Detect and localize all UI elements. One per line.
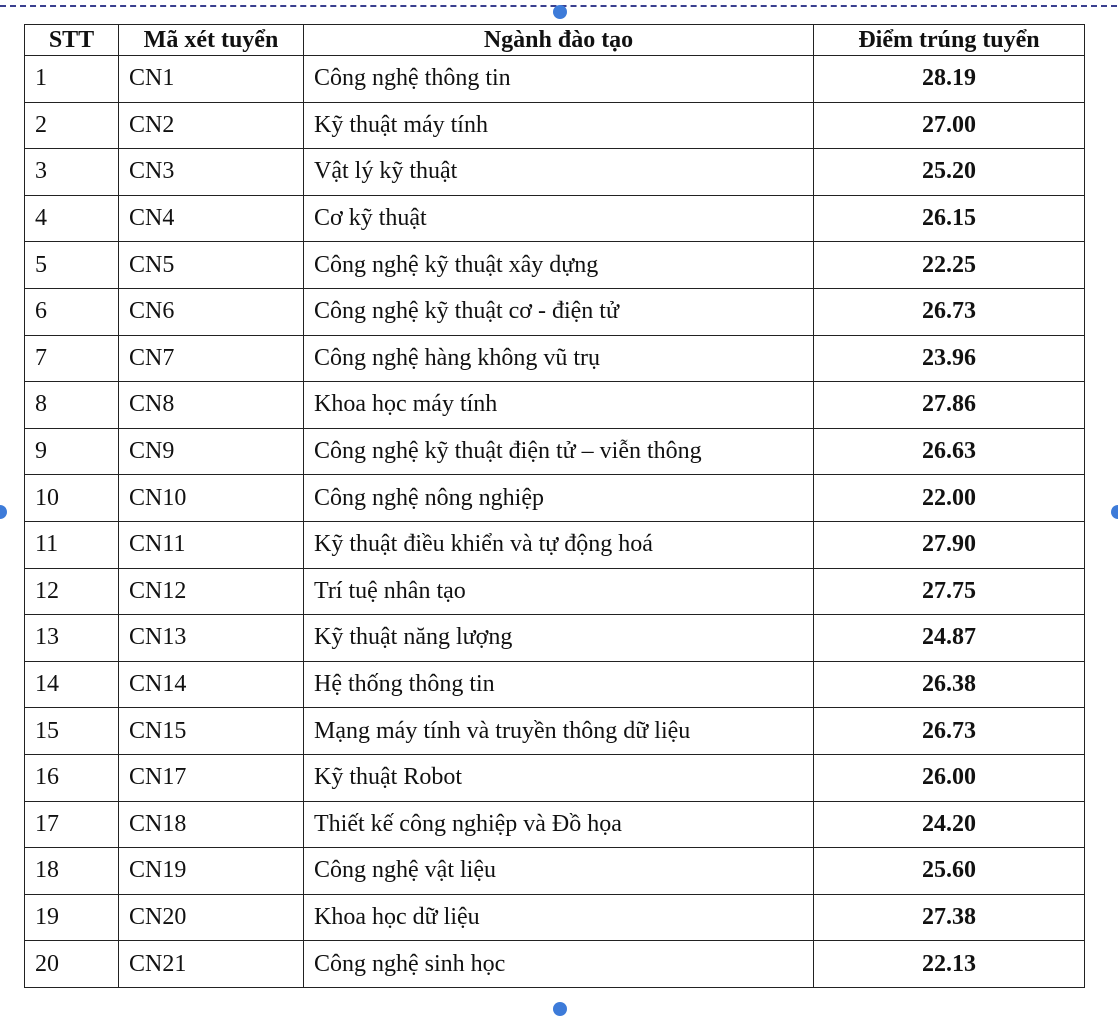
cell-stt: 12	[25, 568, 119, 615]
cell-code: CN9	[119, 428, 304, 475]
table-row	[25, 242, 1085, 289]
cell-score: 26.73	[814, 708, 1085, 755]
cell-score: 27.75	[814, 568, 1085, 615]
cell-score: 26.63	[814, 428, 1085, 475]
cell-score: 27.38	[814, 894, 1085, 941]
table-row	[25, 848, 1085, 895]
cell-code: CN12	[119, 568, 304, 615]
cell-stt: 3	[25, 149, 119, 196]
cell-code: CN6	[119, 288, 304, 335]
table-row	[25, 894, 1085, 941]
cell-score: 26.38	[814, 661, 1085, 708]
cell-stt: 20	[25, 941, 119, 988]
cell-code: CN7	[119, 335, 304, 382]
cell-stt: 5	[25, 242, 119, 289]
table-row	[25, 195, 1085, 242]
table-row	[25, 568, 1085, 615]
table-row	[25, 615, 1085, 662]
cell-score: 24.87	[814, 615, 1085, 662]
cell-major: Hệ thống thông tin	[304, 661, 814, 708]
cell-score: 23.96	[814, 335, 1085, 382]
cell-major: Thiết kế công nghiệp và Đồ họa	[304, 801, 814, 848]
resize-handle-bottom[interactable]	[553, 1002, 567, 1016]
cell-major: Công nghệ thông tin	[304, 56, 814, 103]
cell-major: Cơ kỹ thuật	[304, 195, 814, 242]
cell-stt: 13	[25, 615, 119, 662]
table-row	[25, 288, 1085, 335]
cell-score: 25.60	[814, 848, 1085, 895]
cell-stt: 6	[25, 288, 119, 335]
cell-stt: 9	[25, 428, 119, 475]
table-row	[25, 521, 1085, 568]
resize-handle-left[interactable]	[0, 505, 7, 519]
header-score: Điểm trúng tuyển	[814, 25, 1085, 56]
cell-score: 26.00	[814, 754, 1085, 801]
header-major: Ngành đào tạo	[304, 25, 814, 56]
cell-stt: 11	[25, 521, 119, 568]
cell-code: CN10	[119, 475, 304, 522]
cell-major: Công nghệ kỹ thuật xây dựng	[304, 242, 814, 289]
cell-code: CN18	[119, 801, 304, 848]
table-row	[25, 941, 1085, 988]
cell-stt: 10	[25, 475, 119, 522]
cell-stt: 15	[25, 708, 119, 755]
cell-major: Vật lý kỹ thuật	[304, 149, 814, 196]
cell-code: CN5	[119, 242, 304, 289]
cell-stt: 8	[25, 382, 119, 429]
cell-major: Khoa học máy tính	[304, 382, 814, 429]
resize-handle-right[interactable]	[1111, 505, 1118, 519]
cell-major: Kỹ thuật máy tính	[304, 102, 814, 149]
cell-stt: 1	[25, 56, 119, 103]
header-code: Mã xét tuyển	[119, 25, 304, 56]
cell-major: Công nghệ kỹ thuật cơ - điện tử	[304, 288, 814, 335]
table-row	[25, 149, 1085, 196]
cell-score: 27.86	[814, 382, 1085, 429]
table-row	[25, 801, 1085, 848]
table-row	[25, 661, 1085, 708]
cell-stt: 19	[25, 894, 119, 941]
cell-code: CN11	[119, 521, 304, 568]
cell-major: Trí tuệ nhân tạo	[304, 568, 814, 615]
cell-code: CN8	[119, 382, 304, 429]
cell-major: Mạng máy tính và truyền thông dữ liệu	[304, 708, 814, 755]
cell-score: 22.13	[814, 941, 1085, 988]
cell-major: Khoa học dữ liệu	[304, 894, 814, 941]
cell-score: 27.90	[814, 521, 1085, 568]
cell-score: 28.19	[814, 56, 1085, 103]
cell-major: Kỹ thuật Robot	[304, 754, 814, 801]
cell-major: Công nghệ sinh học	[304, 941, 814, 988]
cell-code: CN19	[119, 848, 304, 895]
table-row	[25, 382, 1085, 429]
table-row	[25, 428, 1085, 475]
table-row	[25, 56, 1085, 103]
cell-code: CN3	[119, 149, 304, 196]
cell-code: CN20	[119, 894, 304, 941]
cell-stt: 4	[25, 195, 119, 242]
cell-stt: 18	[25, 848, 119, 895]
cell-stt: 7	[25, 335, 119, 382]
cell-score: 24.20	[814, 801, 1085, 848]
table-row	[25, 475, 1085, 522]
cell-code: CN1	[119, 56, 304, 103]
cell-major: Kỹ thuật năng lượng	[304, 615, 814, 662]
resize-handle-top[interactable]	[553, 5, 567, 19]
table-row	[25, 102, 1085, 149]
cell-code: CN14	[119, 661, 304, 708]
cell-code: CN13	[119, 615, 304, 662]
cell-stt: 14	[25, 661, 119, 708]
cell-score: 22.00	[814, 475, 1085, 522]
table-row	[25, 754, 1085, 801]
cell-major: Công nghệ nông nghiệp	[304, 475, 814, 522]
cell-major: Công nghệ vật liệu	[304, 848, 814, 895]
cell-major: Công nghệ kỹ thuật điện tử – viễn thông	[304, 428, 814, 475]
cell-major: Công nghệ hàng không vũ trụ	[304, 335, 814, 382]
cell-score: 22.25	[814, 242, 1085, 289]
cell-stt: 2	[25, 102, 119, 149]
cell-stt: 16	[25, 754, 119, 801]
cell-score: 27.00	[814, 102, 1085, 149]
table-body	[25, 56, 1085, 988]
cell-code: CN21	[119, 941, 304, 988]
cell-score: 26.15	[814, 195, 1085, 242]
table-row	[25, 708, 1085, 755]
cell-stt: 17	[25, 801, 119, 848]
cell-code: CN2	[119, 102, 304, 149]
table-header-row	[25, 25, 1085, 56]
cell-code: CN17	[119, 754, 304, 801]
admission-scores-table	[24, 24, 1085, 988]
cell-code: CN4	[119, 195, 304, 242]
cell-code: CN15	[119, 708, 304, 755]
header-stt: STT	[25, 25, 119, 56]
cell-score: 25.20	[814, 149, 1085, 196]
cell-major: Kỹ thuật điều khiển và tự động hoá	[304, 521, 814, 568]
table-row	[25, 335, 1085, 382]
cell-score: 26.73	[814, 288, 1085, 335]
